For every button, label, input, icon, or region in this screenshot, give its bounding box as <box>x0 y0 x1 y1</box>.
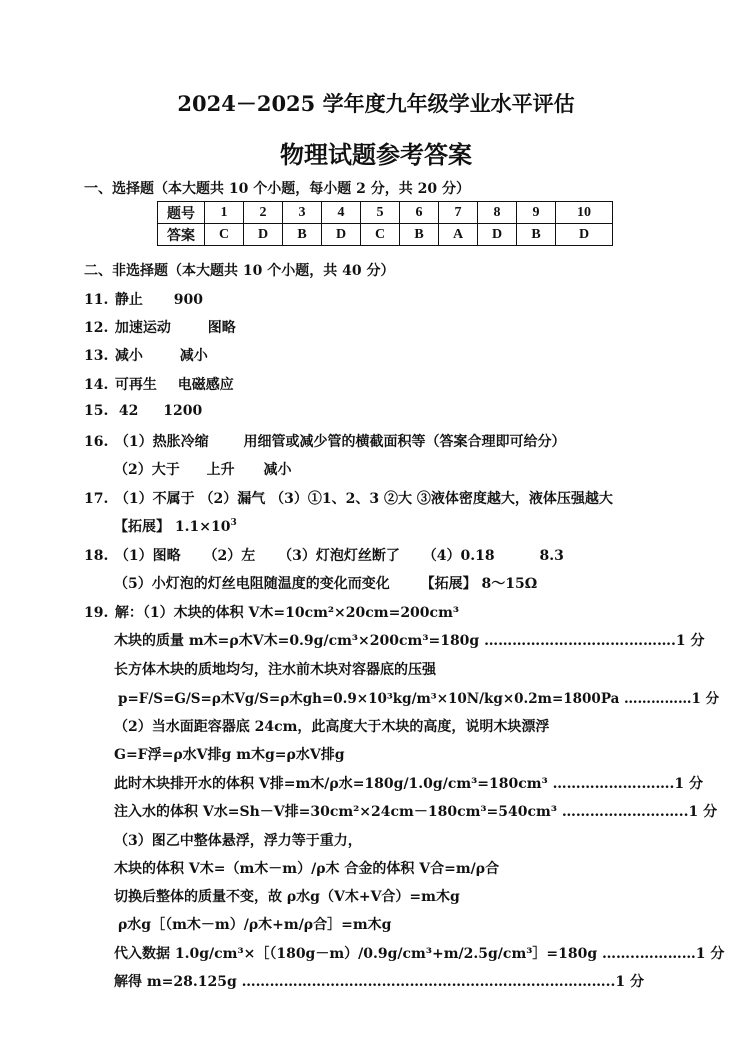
question-number: 19. <box>84 605 109 621</box>
answer-text: （4）0.18 <box>422 548 495 564</box>
row-label-number: 题号 <box>158 202 205 224</box>
question-18 <box>84 545 564 565</box>
answer-table <box>157 201 613 246</box>
section-nonchoice-heading: 二、非选择题（本大题共 10 个小题，共 40 分） <box>84 263 395 279</box>
answer-text: （2）大于 <box>114 462 180 478</box>
table-cell: C <box>205 224 244 246</box>
question-number: 17. <box>84 491 109 507</box>
table-cell: 2 <box>244 202 283 224</box>
answer-text: （1）不属于 （2）漏气 （3）①1、2、3 ②大 ③液体密度越大，液体压强越大 <box>114 491 613 507</box>
question-16 <box>84 431 566 451</box>
table-cell: D <box>478 224 517 246</box>
answer-text: 900 <box>173 292 203 308</box>
table-cell: A <box>439 224 478 246</box>
solution-line: 此时木块排开水的体积 V排=m木/ρ水=180g/1.0g/cm³=180cm³ ……………….…….1 分 <box>114 776 703 792</box>
solution-line: 解：（1）木块的体积 V木=10cm²×20cm=200cm³ <box>114 605 460 621</box>
question-14 <box>84 374 234 394</box>
answer-text: 8.3 <box>539 548 564 564</box>
question-17-line2 <box>114 516 237 536</box>
table-cell: 10 <box>556 202 613 224</box>
table-cell: 7 <box>439 202 478 224</box>
question-number: 12. <box>84 320 109 336</box>
answer-text: 可再生 <box>114 377 157 393</box>
answer-text: 加速运动 <box>114 320 171 336</box>
document-title: 2024－2025 学年度九年级学业水平评估 <box>177 91 575 116</box>
table-cell: B <box>517 224 556 246</box>
question-19 <box>84 602 459 622</box>
question-12 <box>84 317 236 337</box>
answer-text: 减小 <box>179 348 208 364</box>
answer-text: 减小 <box>114 348 143 364</box>
answer-text: （1）热胀冷缩 <box>114 434 209 450</box>
answer-text: （3）灯泡灯丝断了 <box>278 548 400 564</box>
question-18-line2 <box>114 573 537 593</box>
exponent: 3 <box>230 518 237 528</box>
solution-line: 长方体木块的质地均匀，注水前木块对容器底的压强 <box>114 662 436 678</box>
question-number: 15. <box>84 403 109 419</box>
table-cell: 4 <box>322 202 361 224</box>
solution-line: 解得 m=28.125g ……………………………………………………………………..1 分 <box>114 974 645 990</box>
solution-line: 木块的质量 m木=ρ木V木=0.9g/cm³×200cm³=180g ………………………….……….1 分 <box>114 633 705 649</box>
answer-text: 减小 <box>263 462 292 478</box>
row-label-answer: 答案 <box>158 224 205 246</box>
question-17 <box>84 488 613 508</box>
solution-line: 代入数据 1.0g/cm³×［（180g－m）/0.9g/cm³+m/2.5g/cm³］=180g ……..…………1 分 <box>114 946 725 962</box>
solution-line: ρ水g［（m木－m）/ρ木+m/ρ合］=m木g <box>118 917 392 933</box>
solution-line: （2）当水面距容器底 24cm，此高度大于木块的高度，说明木块漂浮 <box>114 719 550 735</box>
question-number: 18. <box>84 548 109 564</box>
answer-text: 静止 <box>114 292 143 308</box>
answer-text: 电磁感应 <box>177 377 234 393</box>
answer-text: 【拓展】 8～15Ω <box>420 576 538 592</box>
answer-text: 【拓展】 1.1×10 <box>114 519 231 535</box>
table-cell: C <box>361 224 400 246</box>
answer-text: 图略 <box>207 320 236 336</box>
answer-text: 用细管或减少管的横截面积等（答案合理即可给分） <box>243 434 566 450</box>
table-cell: B <box>400 224 439 246</box>
solution-line: G=F浮=ρ水V排g m木g=ρ水V排g <box>114 747 345 763</box>
document-subtitle: 物理试题参考答案 <box>280 140 472 169</box>
table-cell: 5 <box>361 202 400 224</box>
solution-line: 注入水的体积 V水=Sh－V排=30cm²×24cm－180cm³=540cm³ ………………….…..1 分 <box>114 804 718 820</box>
question-number: 16. <box>84 434 109 450</box>
table-cell: B <box>283 224 322 246</box>
table-cell: D <box>244 224 283 246</box>
question-15 <box>84 403 202 419</box>
solution-line: 木块的体积 V木=（m木－m）/ρ木 合金的体积 V合=m/ρ合 <box>114 861 500 877</box>
table-row-answers <box>158 224 613 246</box>
table-cell: 1 <box>205 202 244 224</box>
question-number: 13. <box>84 348 109 364</box>
table-cell: 8 <box>478 202 517 224</box>
table-row-numbers <box>158 202 613 224</box>
solution-line: （3）图乙中整体悬浮，浮力等于重力， <box>114 833 362 849</box>
solution-line: p=F/S=G/S=ρ木Vg/S=ρ木gh=0.9×10³kg/m³×10N/kg×0.2m=1800Pa ……………1 分 <box>118 691 720 707</box>
table-cell: 3 <box>283 202 322 224</box>
table-cell: D <box>556 224 613 246</box>
question-11 <box>84 289 203 309</box>
table-cell: 9 <box>517 202 556 224</box>
answer-text: 上升 <box>206 462 235 478</box>
solution-line: 切换后整体的质量不变，故 ρ水g（V木+V合）=m木g <box>114 889 460 905</box>
question-number: 11. <box>84 292 109 308</box>
answer-text: 42 <box>118 403 139 419</box>
answer-text: （1）图略 <box>114 548 181 564</box>
answer-text: 1200 <box>163 403 203 419</box>
question-13 <box>84 345 208 365</box>
table-cell: 6 <box>400 202 439 224</box>
table-cell: D <box>322 224 361 246</box>
answer-text: （2）左 <box>203 548 256 564</box>
section-choice-heading: 一、选择题（本大题共 10 个小题，每小题 2 分，共 20 分） <box>84 181 470 197</box>
question-number: 14. <box>84 377 109 393</box>
question-16-line2 <box>114 459 292 479</box>
answer-text: （5）小灯泡的灯丝电阻随温度的变化而变化 <box>114 576 390 592</box>
